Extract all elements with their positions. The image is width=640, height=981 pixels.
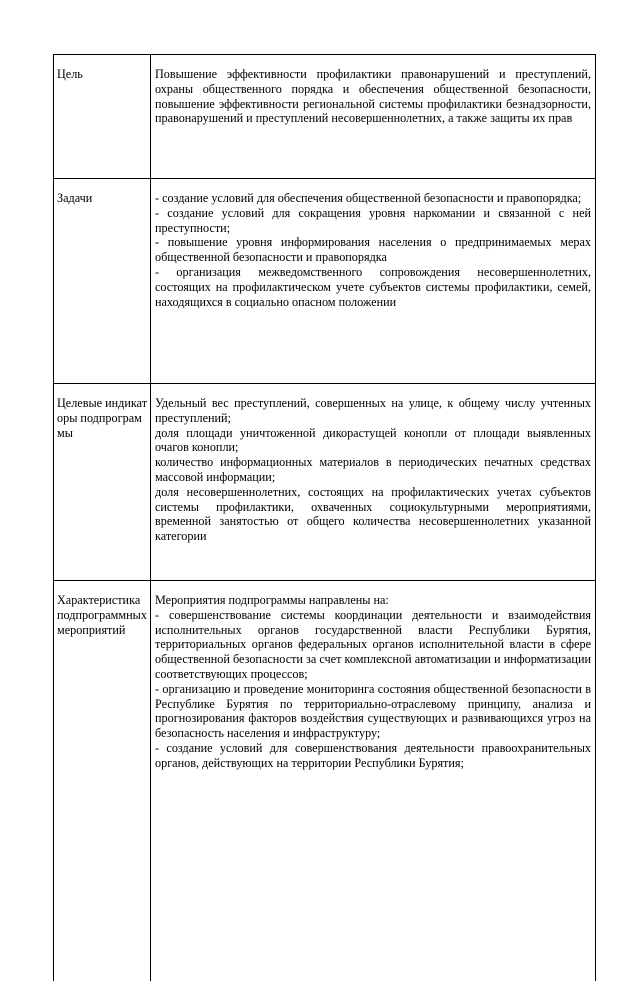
content-paragraph: - организацию и проведение мониторинга состояния общественной безопасности в Республике Бурятия по территориально-отраслевому принципу, анализа и прогнозирования факторов воздействия существующих и развивающихся угроз на безопасность населения и инфраструктуру; — [155, 681, 591, 741]
row-content — [151, 384, 595, 580]
row-label: Задачи — [54, 179, 151, 383]
row-content — [151, 179, 595, 383]
content-paragraph: доля площади уничтоженной дикорастущей конопли от площади выявленных очагов конопли; — [155, 425, 591, 455]
table-row-indicators — [54, 384, 595, 581]
row-label: Целевые индикаторы подпрограммы — [54, 384, 151, 580]
content-paragraph: - создание условий для обеспечения общественной безопасности и правопорядка; — [155, 191, 582, 205]
table-row-tasks — [54, 179, 595, 384]
row-label: Цель — [54, 55, 151, 178]
content-paragraph: - организация межведомственного сопровождения несовершеннолетних, состоящих на профилактическом учете субъектов системы профилактики, семей, находящихся в социально опасном положении — [155, 264, 591, 309]
content-paragraph: доля несовершеннолетних, состоящих на профилактических учетах субъектов системы профилактики, охваченных социокультурными мероприятиями, временной занятостью от общего количества несовершеннолетних указанной категории — [155, 484, 591, 544]
row-content — [151, 55, 595, 178]
content-paragraph: Повышение эффективности профилактики правонарушений и преступлений, охраны общественного порядка и обеспечения общественной безопасности, повышение эффективности региональной системы профилактики безнадзорности, правонарушений и преступлений несовершеннолетних, а также защиты их прав — [155, 67, 591, 126]
content-paragraph: Удельный вес преступлений, совершенных на улице, к общему числу учтенных преступлений; — [155, 396, 591, 425]
table-row-characteristics — [54, 581, 595, 981]
content-paragraph: - повышение уровня информирования населения о предпринимаемых мерах общественной безопасности и правопорядка — [155, 235, 591, 265]
row-label: Характеристика подпрограммных мероприятий — [54, 581, 151, 981]
content-paragraph: - совершенствование системы координации деятельности и взаимодействия исполнительных органов государственной власти Республики Бурятия, территориальных органов федеральных органов исполнительной власти в сфере общественной безопасности за счет комплексной автоматизации и информатизации соответствующих процессов; — [155, 607, 591, 681]
content-paragraph: - создание условий для совершенствования деятельности правоохранительных органов, действующих на территории Республики Бурятия; — [155, 740, 591, 770]
content-paragraph: - создание условий для сокращения уровня наркомании и связанной с ней преступности; — [155, 205, 591, 235]
content-paragraph: количество информационных материалов в периодических печатных средствах массовой информации; — [155, 455, 591, 484]
passport-table — [53, 54, 596, 981]
row-content — [151, 581, 595, 981]
content-paragraph: Мероприятия подпрограммы направлены на: — [155, 593, 389, 607]
table-row-goal — [54, 55, 595, 179]
